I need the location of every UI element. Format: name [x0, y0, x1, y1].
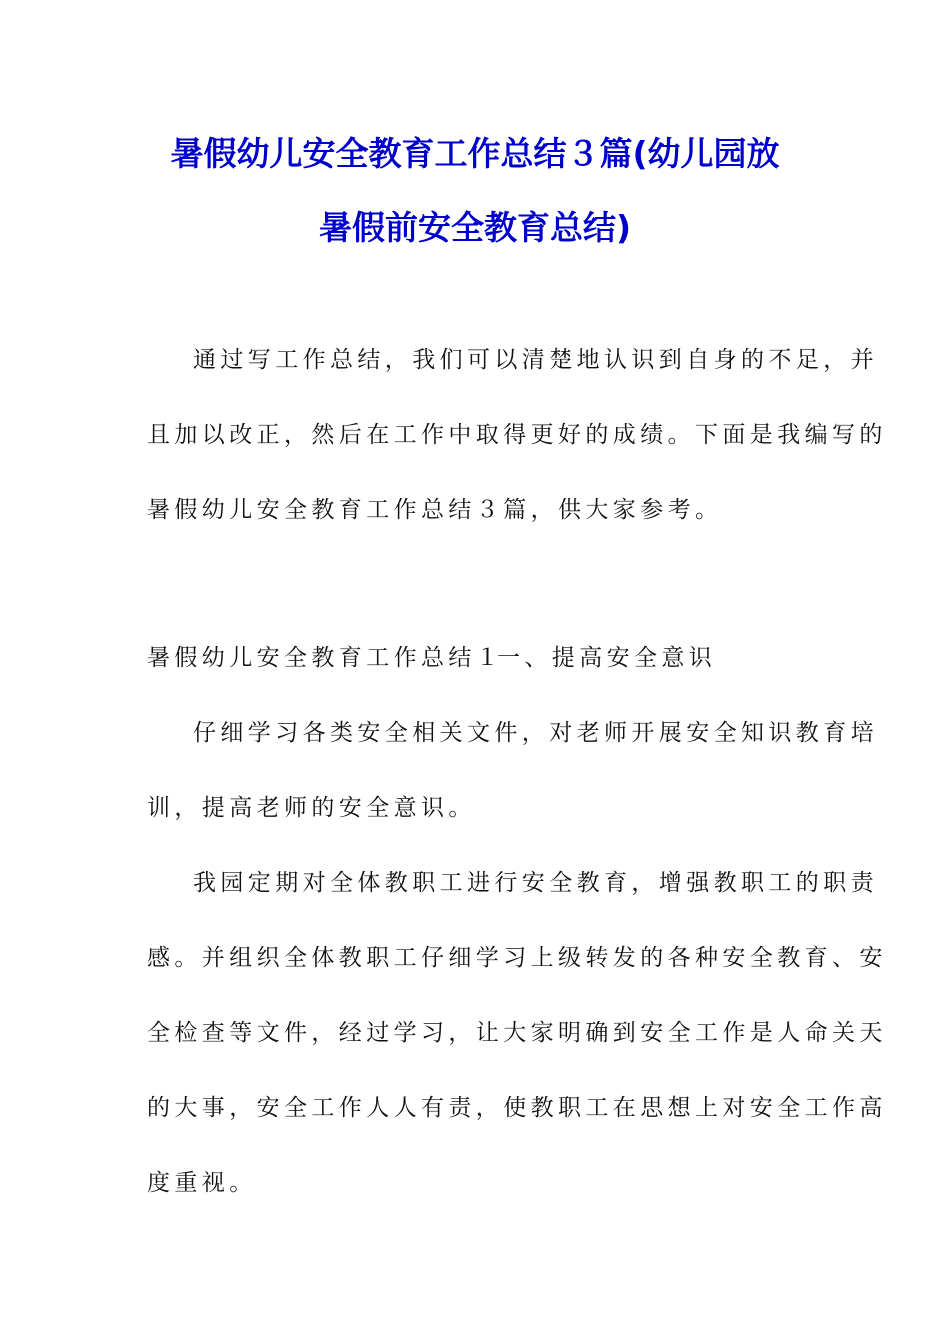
- para2-line-1: 我园定期对全体教职工进行安全教育，增强教职工的职责: [193, 870, 878, 896]
- document-title-line-2: 暑假前安全教育总结): [318, 208, 632, 247]
- document-title-line-1: 暑假幼儿安全教育工作总结３篇(幼儿园放: [170, 134, 780, 173]
- para2-line-5: 度重视。: [147, 1170, 257, 1196]
- intro-line-2: 且加以改正，然后在工作中取得更好的成绩。下面是我编写的: [147, 422, 887, 448]
- para2-line-3: 全检查等文件，经过学习，让大家明确到安全工作是人命关天: [147, 1020, 887, 1046]
- intro-line-3: 暑假幼儿安全教育工作总结３篇，供大家参考。: [147, 497, 723, 523]
- para2-line-2: 感。并组织全体教职工仔细学习上级转发的各种安全教育、安: [147, 945, 887, 971]
- section-heading: 暑假幼儿安全教育工作总结１: [147, 645, 504, 671]
- para1-line-2: 训，提高老师的安全意识。: [147, 795, 476, 821]
- intro-line-1: 通过写工作总结，我们可以清楚地认识到自身的不足，并: [193, 347, 878, 373]
- para2-line-4: 的大事，安全工作人人有责，使教职工在思想上对安全工作高: [147, 1095, 887, 1121]
- para1-line-1: 仔细学习各类安全相关文件，对老师开展安全知识教育培: [193, 720, 878, 746]
- section-subheading: 一、提高安全意识: [497, 645, 717, 671]
